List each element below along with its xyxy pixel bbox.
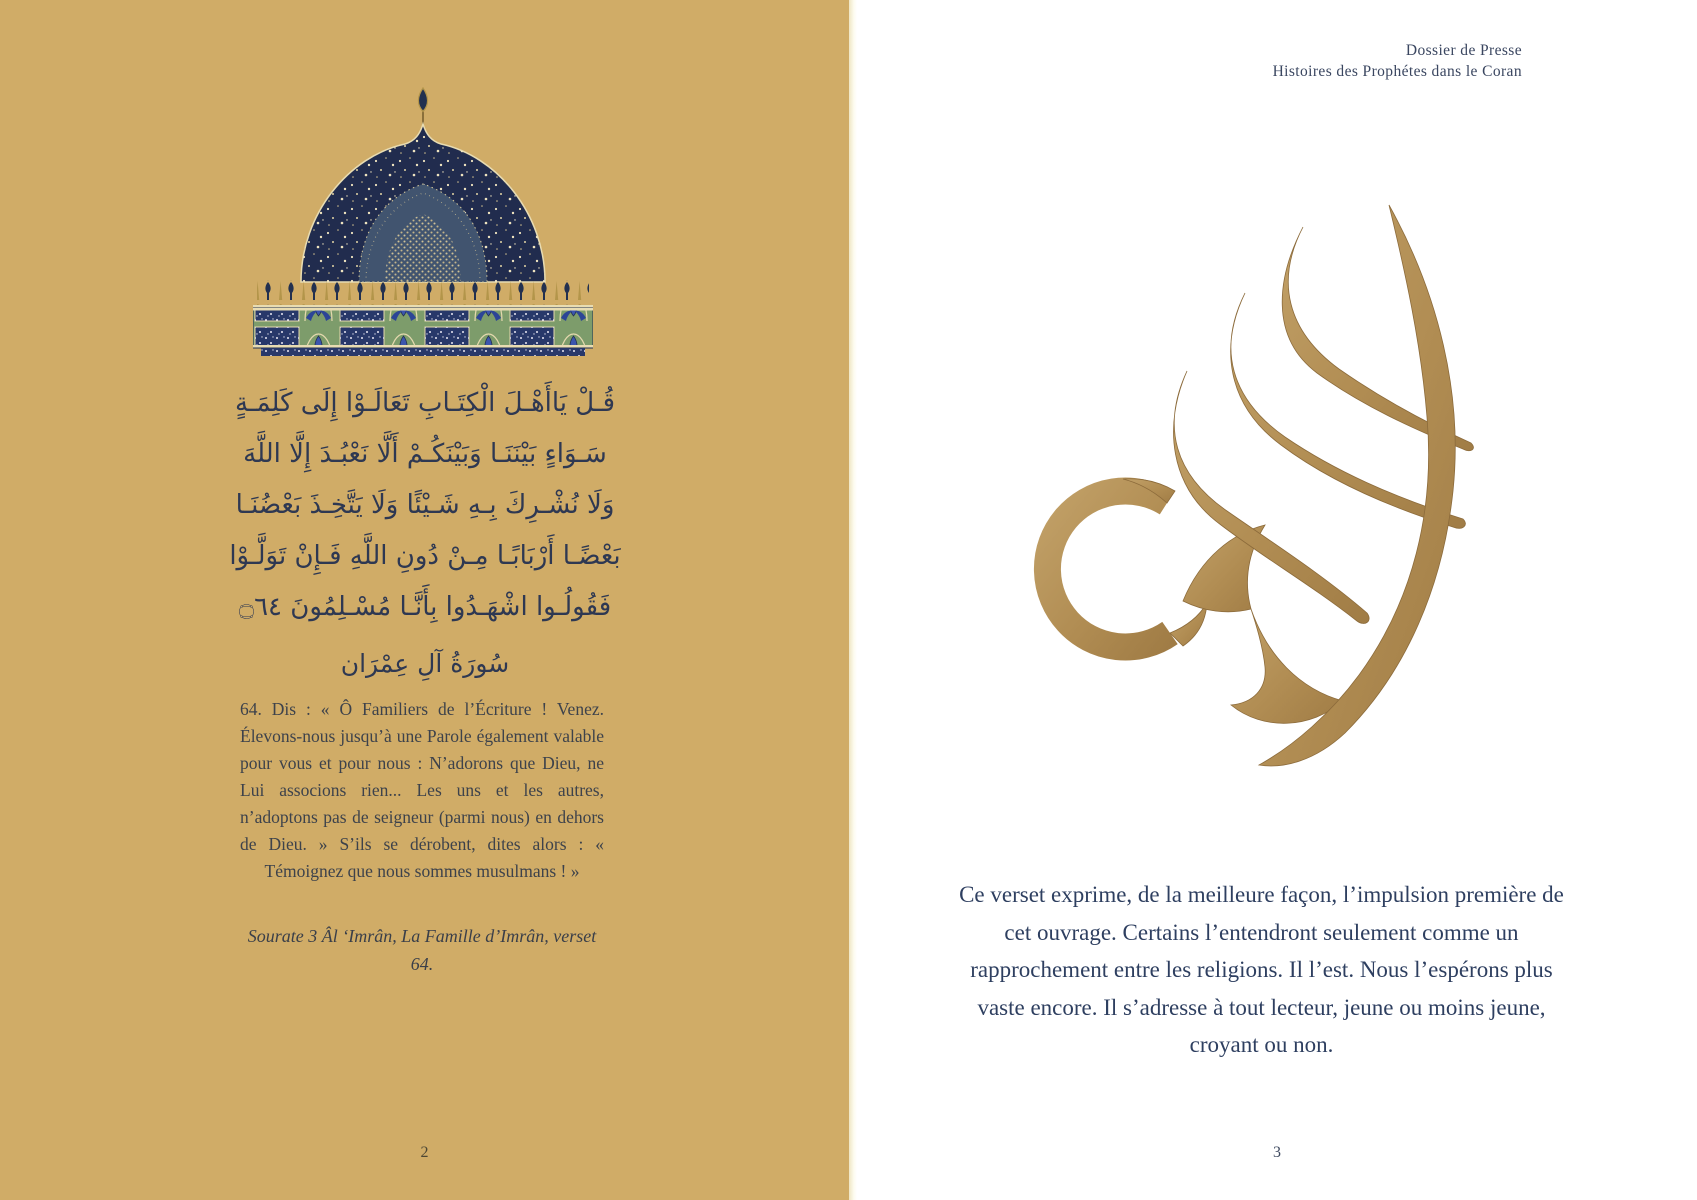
page-gutter	[849, 0, 857, 1200]
intro-paragraph: Ce verset exprime, de la meilleure façon, l’impulsion première de cet ouvrage. Certains l’entendront seulement comme un rapprochement entre les religions. Il l’est. Nous l’espérons plus vaste encore. Il s’adresse à tout lecteur, jeune ou moins jeune, croyant ou non.	[959, 882, 1564, 1057]
starry-dome-illustration	[253, 84, 593, 356]
verse-translation: 64. Dis : « Ô Familiers de l’Écriture ! Venez. Élevons-nous jusqu’à une Parole également valable pour vous et pour nous : N’adorons que Dieu, ne Lui associons rien... Les uns et les autres, n’adoptons pas de seigneur (parmi nous) en dehors de Dieu. » S’ils se dérobent, dites alors : « Témoignez que nous sommes musulmans ! »	[240, 699, 604, 881]
sura-title-calligraphy: سُورَةُ آلِ عِمْرَان	[340, 649, 510, 678]
arabic-verse-calligraphy	[222, 378, 628, 633]
page-number-right: 3	[1273, 1144, 1281, 1161]
press-kit-header	[1273, 40, 1522, 82]
arabic-verse-line-1: قُـلْ يَاأَهْـلَ الْكِتَـابِ تَعَالَـوْا إِلَى كَلِمَـةٍ	[234, 388, 616, 418]
verse-attribution: Sourate 3 Âl ‘Imrân, La Famille d’Imrân, verset 64.	[247, 926, 597, 974]
allah-calligraphy-illustration	[915, 185, 1495, 785]
right-page	[857, 0, 1697, 1200]
arabic-verse-line-2: سَـوَاءٍ بَيْنَنَـا وَبَيْنَكُـمْ أَلَّا نَعْبُـدَ إِلَّا اللَّهَ	[243, 439, 607, 469]
arabic-verse-line-3: وَلَا نُشْـرِكَ بِـهِ شَـيْئًا وَلَا يَتَّخِـذَ بَعْضُنَـا	[235, 490, 615, 520]
arabic-verse-line-5: فَقُولُـوا اشْهَـدُوا بِأَنَّـا مُسْـلِمُونَ ۝٦٤	[238, 592, 612, 622]
page-number-left: 2	[420, 1144, 429, 1161]
arabic-verse-line-4: بَعْضًـا أَرْبَابًـا مِـنْ دُونِ اللَّهِ فَـإِنْ تَوَلَّـوْا	[229, 541, 621, 571]
header-subtitle: Histoires des Prophétes dans le Coran	[1272, 63, 1522, 80]
header-title: Dossier de Presse	[1405, 42, 1522, 59]
